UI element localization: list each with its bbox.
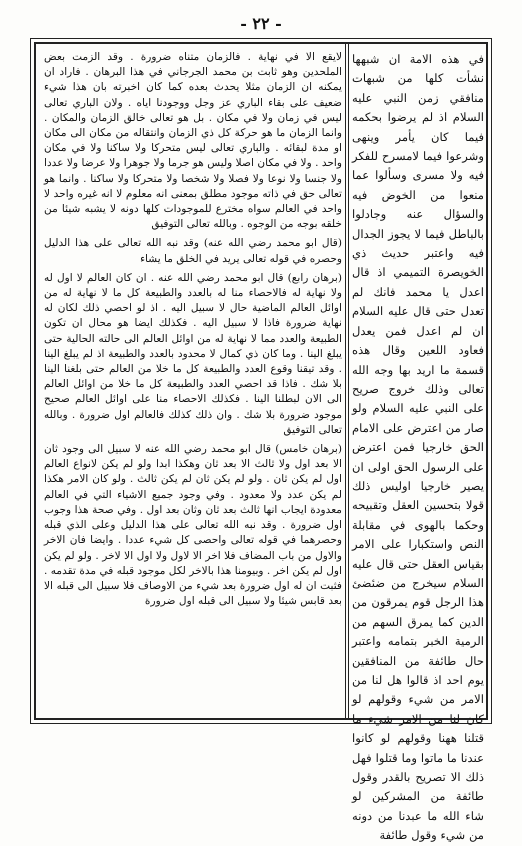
margin-text-column xyxy=(352,50,484,843)
main-paragraph: (برهان رابع) قال ابو محمد رضي الله عنه . ان كان العالم لا اول له ولا نهاية له فالاحصاء منا له بالعدد والطبيعة كل ما لا نهاية له من اوائل العالم الماضية حال لا سبيل اليه . اذ لو احصي ذلك لكان له نهاية ضرورة فاذا لا سبيل اليه . فكذلك ايضا هو محال ان تكون الطبيعة والعدد مما لا نهاية له من اوائل العالم الى حالته الحالية حتى يبلغ الينا . وما كان ذي كمال لا محدود بالعدد والطبيعة اذ لم يبلغ الينا . وقد تيقنا وقوع العدد والطبيعة كل ما خلا من العالم حتى بلغنا الينا بلا شك . فاذا قد احصي العدد والطبيعة كل ما خلا من اوائل العالم الى الان لبطلنا الينا . فكذلك الاحصاء منا على اوائل العالم صحيح موجود ضرورة بلا شك . وان ذلك كذلك فالعالم اول ضرورة . وبالله تعالى التوفيق xyxy=(44,271,342,436)
main-paragraph: (قال ابو محمد رضي الله عنه) وقد نبه الله تعالى على هذا الدليل وحصره في قوله تعالى يريد في الخلق ما يشاء xyxy=(44,237,342,265)
page-frame xyxy=(30,38,492,843)
main-paragraph: (برهان خامس) قال ابو محمد رضي الله عنه لا سبيل الى وجود ثان الا بعد اول ولا ثالث الا بعد ثان وهكذا ابدا ولو لم يكن لانواع العالم اول لم يكن ثان . ولو لم يكن ثان لم يكن ثالث . ولو كان الامر هكذا لم يكن عدد ولا معدود . وفي وجود جميع الاشياء التي في العالم معدودة ايجاب انها ثالث بعد ثان وثان بعد اول . وفي صحة هذا وجوب اول ضرورة . وقد نبه الله تعالى على هذا الدليل وعلى الذي قبله وحصرهما في قوله تعالى واحصى كل شيء عددا . وايضا فان الاخر والاول من باب المضاف فلا اخر الا لاول ولا اول الا لاخر . ولو لم يكن اول لم يكن اخر . وبيومنا هذا بالاخر لكل موجود قبله في مدة تقدمه . فثبت ان له اول ضرورة بعد شيء من الاوصاف فلا سبيل الى قبله الا بعد قابس شيئا ولا سبيل الى قبله اول ضرورة xyxy=(44,443,342,608)
column-divider xyxy=(348,44,349,718)
margin-paragraph: في هذه الامة ان شبهها نشأت كلها من شبهات منافقي زمن النبي عليه السلام اذ لم يرضوا بحكمه فيما كان يأمر وينهى وشرعوا فيما لامسرح للفكر فيه ولا مسرى وسألوا عما منعوا من الخوض فيه والسؤال عنه وجادلوا بالباطل فيما لا يجوز الجدال فيه واعتبر حديث ذي الخويصرة التميمي اذ قال اعدل يا محمد فانك لم تعدل حتى قال عليه السلام ان لم اعدل فمن يعدل فعاود اللعين وقال هذه قسمة ما اريد بها وجه الله تعالى وذلك خروج صريح على النبي عليه السلام ولو صار من اعترض على الامام الحق خارجيا فمن اعترض على الرسول الحق اولى ان يصير خارجيا اوليس ذلك قولا بتحسين العقل وتقبيحه وحكما بالهوى في مقابلة النص واستكبارا على الامر بقياس العقل حتى قال عليه السلام سيخرج من ضئضئ هذا الرجل قوم يمرقون من الدين كما يمرق السهم من الرمية الخبر بتمامه واعتبر حال طائفة من المنافقين يوم احد اذ قالوا هل لنا من الامر من شيء وقولهم لو كان لنا من الامر شيء ما قتلنا ههنا وقولهم لو كانوا عندنا ما ماتوا وما قتلوا فهل ذلك الا تصريح بالقدر وقول طائفة من المشركين لو شاء الله ما عبدنا من دونه من شيء وقول طائفة xyxy=(352,52,484,843)
main-paragraph: لايقع الا في نهاية . فالزمان متناه ضرورة . وقد الزمت بعض الملحدين وهو ثابت بن محمد الجرجاني في هذا البرهان . فاراد ان يمكنه ان الزمان مثلا يحدث بعده كما كان اخبرته بان هذا شيء ضعيف على بقاء الباري عز وجل ووجودنا اياه . ولان الباري تعالى ليس في زمان ولا في مكان . بل هو تعالى خالق الزمان والمكان . وانما الزمان ما هو حركة كل ذي الزمان وانتقاله من مكان الى مكان او مدة لبقائه . والباري تعالى ليس متحركا ولا ساكنا ولا في مكان واحد . ولا في مكان اصلا وليس هو جرما ولا جوهرا ولا عرضا ولا عددا ولا جنسا ولا نوعا ولا فصلا ولا شخصا ولا متحركا ولا ساكنا . وانما هو تعالى حق في ذاته موجود مطلق بمعنى انه معلوم لا انه غيره واحد لا واحد في العالم سواه مخترع للموجودات كلها دونه لا يشبه شيئا من خلقه بوجه من الوجوه . وبالله تعالى التوفيق xyxy=(44,51,342,231)
page-inner-border xyxy=(34,42,488,843)
column-divider xyxy=(345,44,346,718)
page-number: - ٢٢ - xyxy=(240,14,282,33)
main-text-column xyxy=(44,50,342,714)
